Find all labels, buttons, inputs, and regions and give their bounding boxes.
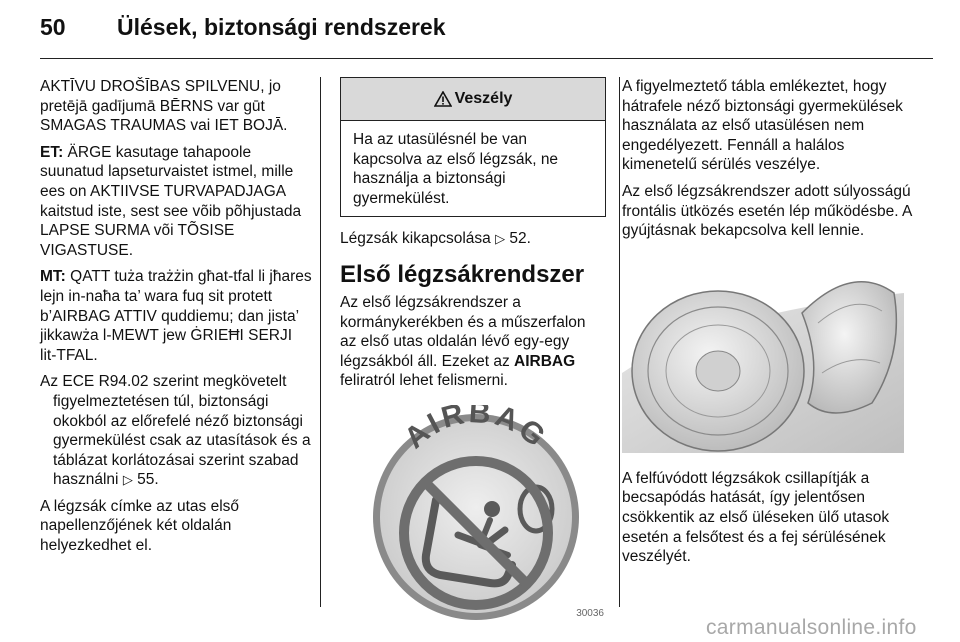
intro-paragraph: Az első légzsákrendszer a kormánykerékben és a műszerfalon az első utas oldalán lévő egy-egy légzsákból áll. Ezeket az AIRBAG feliratról lehet felismerni. (340, 293, 586, 390)
mt-text: QATT tuża trażżin għat-tfal li jħares lejn in-naħa ta’ wara fuq sit protett b’AIRBAG ATTIV quddiemu; dan jista’ jikkawża l-MEWT jew ĠRIEĦI SERJI lit-TFAL. (40, 268, 312, 364)
page-number: 50 (40, 14, 66, 40)
column-right (622, 77, 912, 574)
warning-title: Veszély (454, 90, 513, 108)
sign-reminder-text: A figyelmeztető tábla emlékeztet, hogy hátrafele néző biztonsági gyermekülések használata az első utasülésen nem engedélyezett. Fennáll a halálos kimenetelű sérülés veszélye. (622, 78, 903, 174)
page-title: Ülések, biztonsági rendszerek (117, 14, 446, 40)
lv-warning-text: AKTĪVU DROŠĪBAS SPILVENU, jo pretējā gadījumā BĒRNS var gūt SMAGAS TRAUMAS vai IET BOJĀ. (40, 78, 288, 135)
ece-paragraph: Az ECE R94.02 szerint megkövetelt figyelmeztetésen túl, biztonsági okokból az előrefelé néző biztonsági gyermekülést csak az utasítások és a táblázat korlátozásai szerint szabad használni ▷ 55. (40, 373, 311, 489)
airbag-sign-image (340, 405, 610, 630)
activation-text: Az első légzsákrendszer adott súlyosságú frontális ütközés esetén lép működésbe. A gyújtásnak bekapcsolva kell lennie. (622, 182, 912, 240)
label-location-text: A légzsák címke az utas első napellenzőjének két oldalán helyezkedhet el. (40, 497, 240, 555)
deployed-airbag-image (622, 253, 904, 453)
column-left (40, 77, 312, 563)
image-code: 30036 (576, 608, 604, 620)
et-label: ET: (40, 143, 64, 161)
deployed-airbag-icon (622, 253, 904, 453)
deactivation-ref: Légzsák kikapcsolása ▷ 52. (340, 230, 531, 248)
warning-triangle-icon (434, 91, 452, 107)
watermark: carmanualsonline.info (706, 616, 917, 639)
airbag-warning-sign-icon (340, 405, 610, 630)
et-warning (40, 143, 312, 261)
warning-header (341, 78, 605, 121)
mt-label: MT: (40, 268, 66, 286)
et-text: ÄRGE kasutage tahapoole suunatud lapseturvaistet istmel, mille ees on AKTIIVSE TURVAPADJAGA kaitstud iste, sest see võib põhjustada LAPSE SURMA või TÕSISE VIGASTUSE. (40, 143, 302, 259)
warning-box (340, 77, 606, 217)
mt-warning (40, 267, 312, 365)
reference-arrow-icon: ▷ (495, 231, 506, 247)
airbag-keyword: AIRBAG (514, 352, 576, 370)
inflated-airbag-text: A felfúvódott légzsákok csillapítják a becsapódás hatását, így jelentősen csökkentik az első üléseken ülő utasok esetén a felsőtest és a fej sérülésének veszélyét. (622, 469, 890, 566)
page-header (0, 0, 960, 60)
section-heading: Első légzsákrendszer (340, 260, 585, 288)
sign-text: AIRBAG (398, 404, 554, 456)
column-divider (619, 77, 620, 607)
column-middle (340, 77, 606, 630)
header-rule (40, 58, 933, 59)
page-ref[interactable]: 52. (509, 230, 531, 248)
warning-body: Ha az utasülésnél be van kapcsolva az első légzsák, ne használja a biztonsági gyermekülést. (353, 131, 559, 207)
reference-arrow-icon: ▷ (122, 472, 133, 488)
column-divider (320, 77, 321, 607)
page-ref[interactable]: 55. (137, 471, 159, 489)
